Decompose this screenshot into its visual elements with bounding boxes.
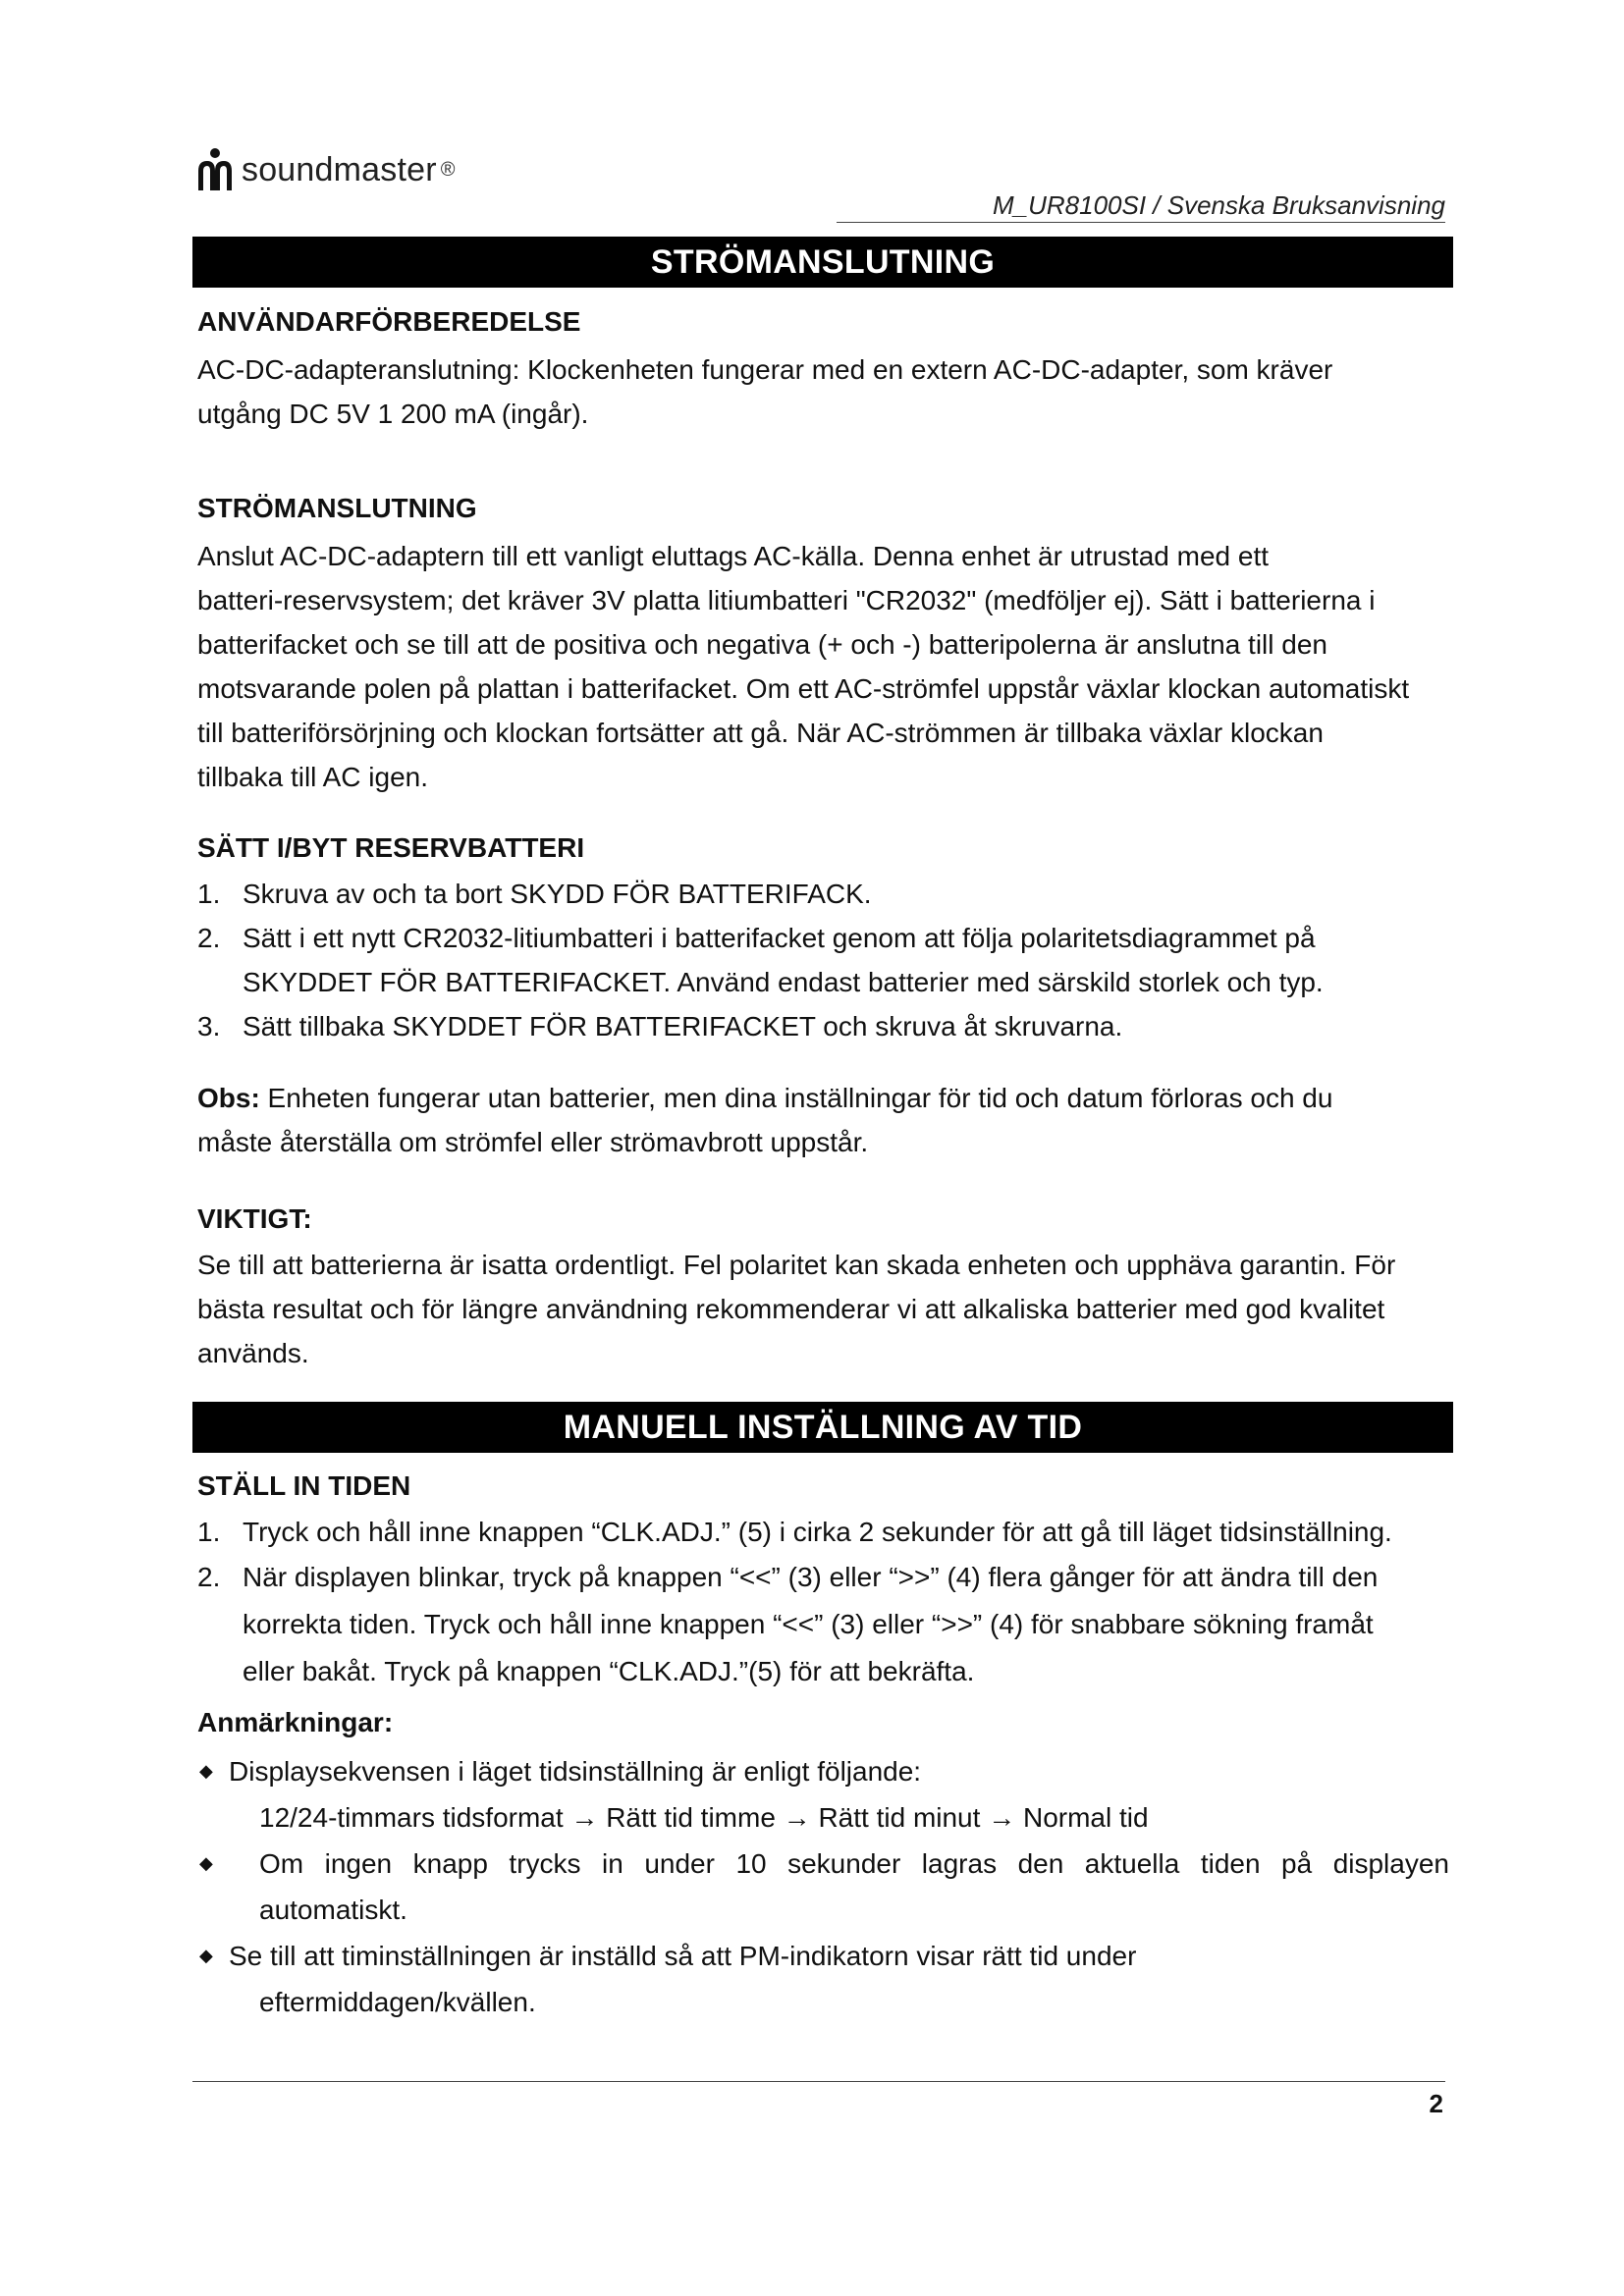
note-text: Enheten fungerar utan batterier, men dina inställningar för tid och datum förloras och du — [259, 1083, 1333, 1113]
registered-mark: ® — [440, 158, 456, 181]
important-heading: VIKTIGT: — [197, 1203, 312, 1234]
remark-text-continued: automatiskt. — [259, 1895, 407, 1925]
set-time-heading: STÄLL IN TIDEN — [197, 1470, 411, 1501]
remarks-list — [197, 1748, 1449, 2025]
list-item — [197, 916, 1449, 1004]
step-text-continued: SKYDDET FÖR BATTERIFACKET. Använd endast batterier med särskild storlek och typ. — [243, 967, 1324, 997]
step-text: Sätt tillbaka SKYDDET FÖR BATTERIFACKET och skruva åt skruvarna. — [243, 1011, 1123, 1041]
note-section — [197, 1076, 1449, 1164]
list-item — [197, 872, 1449, 916]
section-title-manual-time: MANUELL INSTÄLLNING AV TID — [192, 1402, 1453, 1453]
set-time-section — [197, 1467, 1449, 1695]
list-item — [197, 1554, 1449, 1695]
header-divider — [837, 222, 1445, 223]
important-line: används. — [197, 1338, 309, 1368]
step-number: 3. — [197, 1011, 221, 1041]
set-time-steps — [197, 1510, 1449, 1695]
remarks-section — [197, 1703, 1449, 2025]
step-number: 2. — [197, 923, 221, 953]
remark-text-continued: eftermiddagen/kvällen. — [259, 1987, 536, 2017]
footer-divider — [192, 2081, 1445, 2082]
step-number: 1. — [197, 879, 221, 909]
list-item — [197, 1841, 1449, 1933]
power-section — [197, 489, 1449, 799]
note-label: Obs: — [197, 1083, 260, 1113]
user-prep-heading: ANVÄNDARFÖRBEREDELSE — [197, 306, 581, 337]
note-line-2: måste återställa om strömfel eller strömavbrott uppstår. — [197, 1127, 869, 1157]
list-item — [197, 1510, 1449, 1554]
remark-text: Om ingen knapp trycks in under 10 sekunder lagras den aktuella tiden på displayen — [259, 1848, 1449, 1879]
step-text: Skruva av och ta bort SKYDD FÖR BATTERIFACK. — [243, 879, 872, 909]
list-item — [197, 1933, 1449, 2025]
power-line: tillbaka till AC igen. — [197, 762, 429, 792]
remark-text-continued: 12/24-timmars tidsformat → Rätt tid timme → Rätt tid minut → Normal tid — [259, 1802, 1149, 1833]
page-number: 2 — [1429, 2089, 1443, 2118]
bullet-diamond-icon: ◆ — [199, 1946, 213, 1965]
power-line: batteri-reservsystem; det kräver 3V platta litiumbatteri "CR2032" (medföljer ej). Sätt i batterierna i — [197, 585, 1376, 615]
list-item — [197, 1748, 1449, 1841]
step-number: 1. — [197, 1517, 221, 1547]
user-prep-section — [197, 302, 1449, 436]
user-prep-line-1: AC-DC-adapteranslutning: Klockenheten fungerar med en extern AC-DC-adapter, som kräver — [197, 354, 1333, 385]
power-line: batterifacket och se till att de positiva och negativa (+ och -) batteripolerna är anslutna till den — [197, 629, 1327, 660]
power-line: till batteriförsörjning och klockan fortsätter att gå. När AC-strömmen är tillbaka växlar klockan — [197, 718, 1324, 748]
list-item — [197, 1004, 1449, 1048]
power-line: Anslut AC-DC-adaptern till ett vanligt eluttags AC-källa. Denna enhet är utrustad med ett — [197, 541, 1270, 571]
important-line: Se till att batterierna är isatta ordentligt. Fel polaritet kan skada enheten och upphäva garantin. För — [197, 1250, 1396, 1280]
step-text: Sätt i ett nytt CR2032-litiumbatteri i batterifacket genom att följa polaritetsdiagrammet på — [243, 923, 1316, 953]
brand-name: soundmaster — [242, 150, 437, 188]
remark-text: Displaysekvensen i läget tidsinställning är enligt följande: — [229, 1756, 922, 1787]
document-reference: M_UR8100SI / Svenska Bruksanvisning — [992, 190, 1445, 220]
step-text: Tryck och håll inne knappen “CLK.ADJ.” (5) i cirka 2 sekunder för att gå till läget tidsinställning. — [243, 1517, 1392, 1547]
remark-text: Se till att timinställningen är inställd så att PM-indikatorn visar rätt tid under — [229, 1941, 1137, 1971]
section-title-power: STRÖMANSLUTNING — [192, 237, 1453, 288]
brand-logo — [194, 145, 456, 194]
bullet-diamond-icon: ◆ — [199, 1761, 213, 1781]
bullet-diamond-icon: ◆ — [199, 1853, 213, 1873]
power-heading: STRÖMANSLUTNING — [197, 493, 477, 523]
important-section — [197, 1200, 1449, 1375]
note-line-1 — [197, 1076, 1449, 1120]
important-line: bästa resultat och för längre användning rekommenderar vi att alkaliska batterier med god kvalitet — [197, 1294, 1385, 1324]
battery-steps — [197, 872, 1449, 1048]
remarks-heading: Anmärkningar: — [197, 1707, 394, 1737]
power-line: motsvarande polen på plattan i batterifacket. Om ett AC-strömfel uppstår växlar klockan automatiskt — [197, 673, 1410, 704]
user-prep-line-2: utgång DC 5V 1 200 mA (ingår). — [197, 399, 589, 429]
step-text-continued: korrekta tiden. Tryck och håll inne knappen “<<” (3) eller “>>” (4) för snabbare sökning framåt — [243, 1609, 1374, 1639]
battery-heading: SÄTT I/BYT RESERVBATTERI — [197, 832, 585, 863]
step-number: 2. — [197, 1562, 221, 1592]
step-text: När displayen blinkar, tryck på knappen “<<” (3) eller “>>” (4) flera gånger för att ändra till den — [243, 1562, 1379, 1592]
step-text-continued: eller bakåt. Tryck på knappen “CLK.ADJ.”(5) för att bekräfta. — [243, 1656, 975, 1686]
battery-section — [197, 828, 1449, 1048]
soundmaster-logo-icon — [194, 147, 236, 192]
